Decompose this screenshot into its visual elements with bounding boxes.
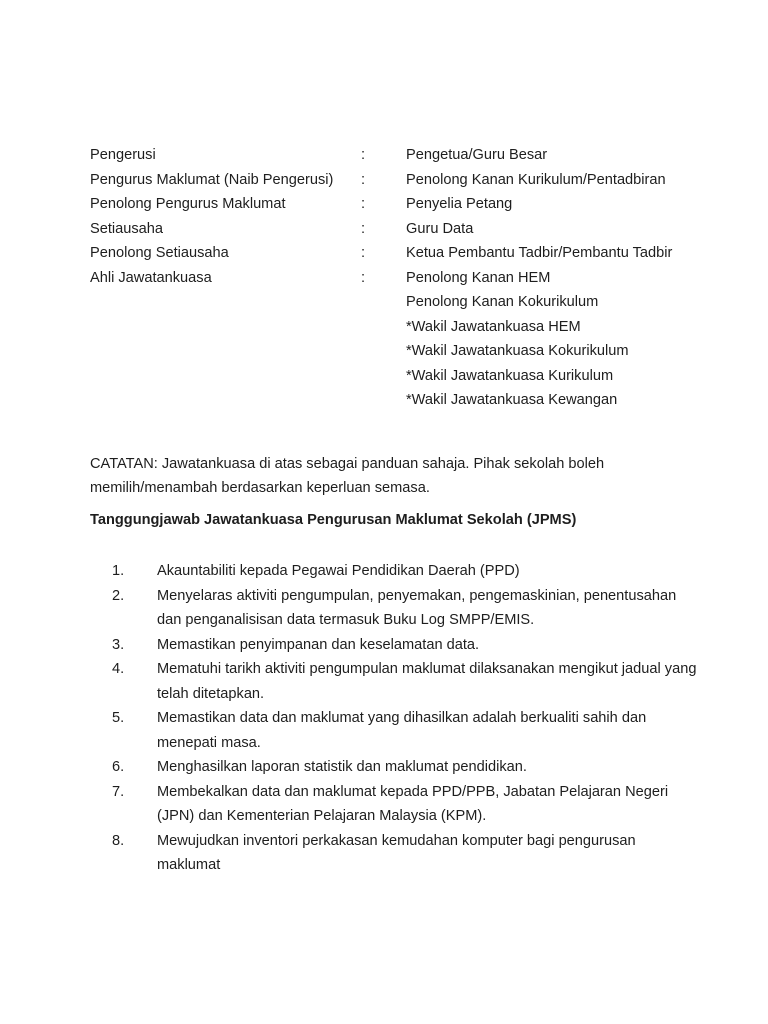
committee-colon: :	[361, 269, 366, 286]
committee-role: Pengurus Maklumat (Naib Pengerusi)	[90, 171, 334, 188]
list-item	[90, 706, 690, 755]
committee-row	[90, 388, 710, 413]
note-paragraph: CATATAN: Jawatankuasa di atas sebagai panduan sahaja. Pihak sekolah boleh memilih/menambah berdasarkan keperluan semasa.	[90, 455, 605, 497]
list-item-number: 1.	[112, 563, 125, 579]
committee-row	[90, 364, 710, 389]
list-item-number: 4.	[112, 661, 125, 677]
committee-holder: Penolong Kanan Kokurikulum	[406, 294, 599, 310]
committee-colon: :	[361, 220, 366, 237]
committee-row	[90, 192, 710, 217]
committee-holder: *Wakil Jawatankuasa Kurikulum	[406, 367, 614, 384]
list-item-number: 5.	[112, 710, 125, 726]
list-item-text: Mewujudkan inventori perkakasan kemudahan komputer bagi pengurusan maklumat	[157, 832, 636, 873]
committee-holder: Ketua Pembantu Tadbir/Pembantu Tadbir	[406, 245, 673, 261]
list-item-text: Mematuhi tarikh aktiviti pengumpulan maklumat dilaksanakan mengikut jadual yang telah ditetapkan.	[157, 661, 697, 702]
committee-role: Ahli Jawatankuasa	[90, 269, 212, 286]
committee-role: Pengerusi	[90, 147, 156, 163]
list-item-text: Akauntabiliti kepada Pegawai Pendidikan Daerah (PPD)	[157, 563, 520, 579]
list-item-number: 2.	[112, 587, 125, 604]
list-item-number: 6.	[112, 759, 125, 775]
committee-role: Setiausaha	[90, 220, 164, 237]
list-item-text: Menghasilkan laporan statistik dan maklumat pendidikan.	[157, 759, 527, 775]
list-item	[90, 559, 690, 584]
list-item	[90, 755, 690, 780]
list-item-text: Menyelaras aktiviti pengumpulan, penyemakan, pengemaskinian, penentusahan dan penganalisisan data termasuk Buku Log SMPP/EMIS.	[157, 587, 677, 628]
duties-list	[90, 559, 697, 878]
committee-role: Penolong Pengurus Maklumat	[90, 196, 286, 212]
committee-row	[90, 217, 710, 242]
committee-role: Penolong Setiausaha	[90, 245, 229, 261]
committee-row	[90, 290, 710, 315]
list-item	[90, 780, 690, 829]
section-heading: Tanggungjawab Jawatankuasa Pengurusan Maklumat Sekolah (JPMS)	[90, 512, 577, 528]
committee-row	[90, 315, 710, 340]
committee-holder: *Wakil Jawatankuasa Kewangan	[406, 392, 618, 408]
list-item-number: 3.	[112, 636, 125, 653]
committee-row	[90, 339, 710, 364]
list-item	[90, 829, 690, 878]
list-item-text: Membekalkan data dan maklumat kepada PPD/PPB, Jabatan Pelajaran Negeri (JPN) dan Kementerian Pelajaran Malaysia (KPM).	[157, 783, 669, 824]
list-item	[90, 584, 690, 633]
committee-holder: Penolong Kanan Kurikulum/Pentadbiran	[406, 171, 666, 188]
committee-colon: :	[361, 171, 366, 188]
committee-list	[90, 143, 710, 413]
committee-holder: *Wakil Jawatankuasa HEM	[406, 318, 581, 335]
list-item	[90, 633, 690, 658]
list-item-text: Memastikan data dan maklumat yang dihasilkan adalah berkualiti sahih dan menepati masa.	[157, 710, 647, 751]
committee-row	[90, 266, 710, 291]
list-item-text: Memastikan penyimpanan dan keselamatan data.	[157, 636, 480, 653]
committee-row	[90, 168, 710, 193]
committee-holder: Pengetua/Guru Besar	[406, 147, 548, 163]
committee-holder: Guru Data	[406, 220, 474, 237]
list-item-number: 8.	[112, 832, 125, 849]
committee-row	[90, 143, 710, 168]
committee-holder: Penyelia Petang	[406, 196, 513, 212]
list-item	[90, 657, 697, 706]
list-item-number: 7.	[112, 783, 125, 800]
committee-holder: *Wakil Jawatankuasa Kokurikulum	[406, 343, 629, 359]
committee-row	[90, 241, 710, 266]
committee-colon: :	[361, 196, 366, 212]
committee-colon: :	[361, 147, 366, 163]
committee-colon: :	[361, 245, 366, 261]
committee-holder: Penolong Kanan HEM	[406, 269, 551, 286]
